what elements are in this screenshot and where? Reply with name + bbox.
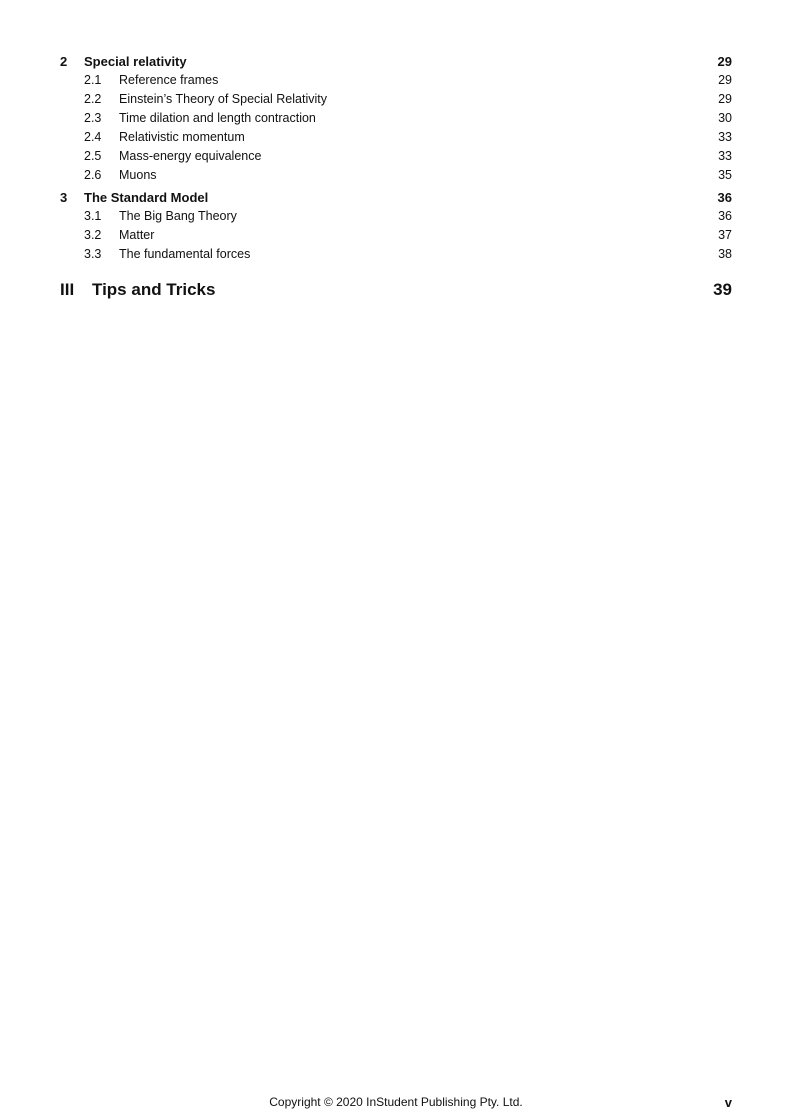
toc-section-2-5[interactable] xyxy=(60,149,732,168)
chapter-number: 3 xyxy=(60,190,68,205)
section-title: Time dilation and length contraction xyxy=(119,111,316,125)
chapter-title: Special relativity xyxy=(84,54,187,69)
part-number: III xyxy=(60,280,75,299)
section-title: Relativistic momentum xyxy=(119,130,245,144)
table-of-contents xyxy=(60,54,732,300)
section-number: 2.1 xyxy=(84,73,102,87)
chapter-title: The Standard Model xyxy=(84,190,209,205)
section-title: Einstein’s Theory of Special Relativity xyxy=(119,92,327,106)
section-number: 3.1 xyxy=(84,209,102,223)
section-page: 35 xyxy=(718,168,732,182)
section-number: 2.2 xyxy=(84,92,102,106)
section-page: 29 xyxy=(718,92,732,106)
section-title: Mass-energy equivalence xyxy=(119,149,262,163)
section-page: 33 xyxy=(718,149,732,163)
chapter-number: 2 xyxy=(60,54,68,69)
section-page: 29 xyxy=(718,73,732,87)
section-page: 30 xyxy=(718,111,732,125)
toc-section-2-3[interactable] xyxy=(60,111,732,130)
section-number: 3.2 xyxy=(84,228,102,242)
section-title: The Big Bang Theory xyxy=(119,209,237,223)
toc-section-2-4[interactable] xyxy=(60,130,732,149)
section-title: Muons xyxy=(119,168,157,182)
section-number: 2.6 xyxy=(84,168,102,182)
toc-part-iii[interactable] xyxy=(60,280,732,300)
section-page: 37 xyxy=(718,228,732,242)
toc-chapter-2[interactable] xyxy=(60,54,732,73)
toc-section-2-1[interactable] xyxy=(60,73,732,92)
section-page: 33 xyxy=(718,130,732,144)
section-title: Matter xyxy=(119,228,155,242)
section-number: 2.5 xyxy=(84,149,102,163)
part-page: 39 xyxy=(713,280,732,299)
toc-section-2-6[interactable] xyxy=(60,168,732,187)
section-title: Reference frames xyxy=(119,73,219,87)
section-page: 36 xyxy=(718,209,732,223)
toc-section-3-1[interactable] xyxy=(60,209,732,228)
page-number: v xyxy=(724,1095,732,1110)
chapter-page: 36 xyxy=(717,190,732,205)
toc-chapter-3[interactable] xyxy=(60,190,732,209)
copyright-notice: Copyright © 2020 InStudent Publishing Pty. Ltd. xyxy=(269,1095,523,1109)
toc-section-3-2[interactable] xyxy=(60,228,732,247)
section-title: The fundamental forces xyxy=(119,247,251,261)
toc-section-3-3[interactable] xyxy=(60,247,732,266)
section-number: 3.3 xyxy=(84,247,102,261)
section-number: 2.3 xyxy=(84,111,102,125)
section-number: 2.4 xyxy=(84,130,102,144)
page-footer xyxy=(0,1095,792,1113)
part-title: Tips and Tricks xyxy=(92,280,216,299)
chapter-page: 29 xyxy=(717,54,732,69)
toc-section-2-2[interactable] xyxy=(60,92,732,111)
section-page: 38 xyxy=(718,247,732,261)
